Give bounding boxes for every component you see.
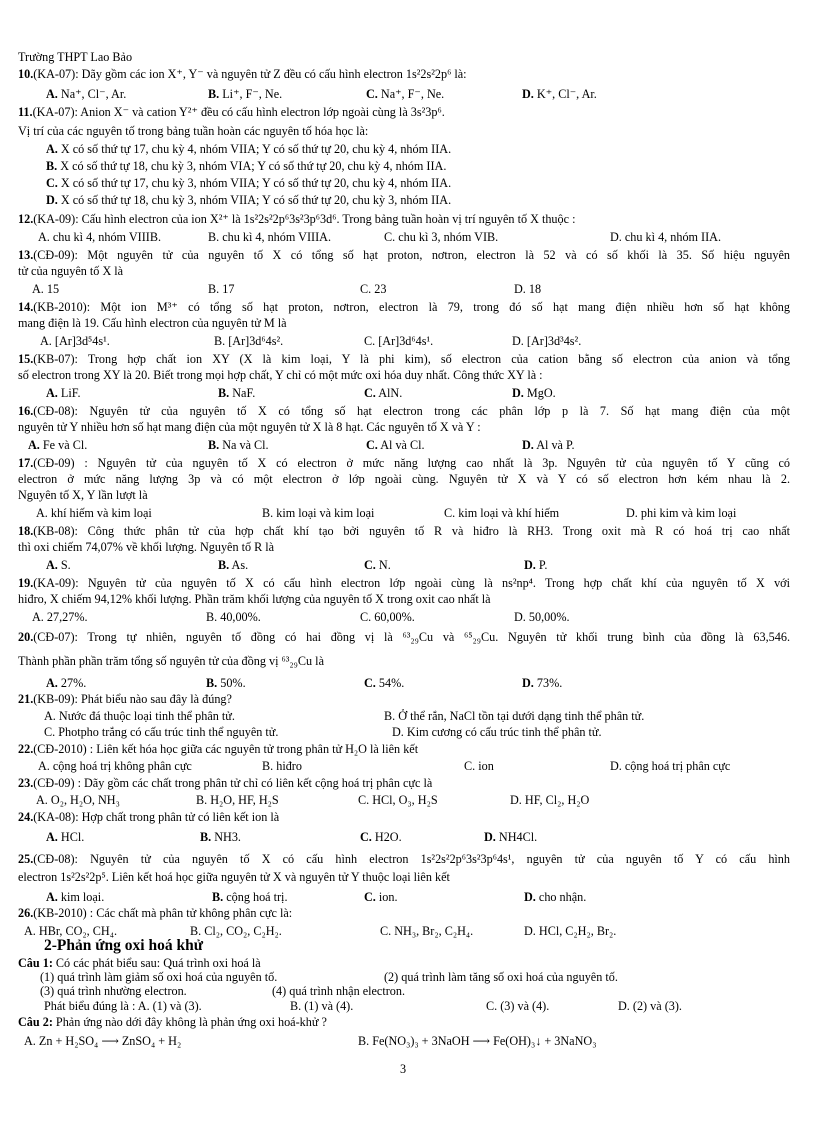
item-text: HCl. (57, 830, 85, 844)
item-text: A. 15 (32, 282, 60, 296)
text-segment (218, 386, 255, 400)
item-text: A. HBr, CO₂, CH₄. (24, 924, 117, 938)
text-segment (44, 725, 278, 739)
item-text: Na⁺, Cl⁻, Ar. (57, 87, 127, 101)
text-segment (38, 230, 161, 244)
text-segment (18, 810, 279, 824)
item-text: Al và P. (533, 438, 575, 452)
text-segment (272, 984, 405, 998)
text-segment (18, 316, 287, 330)
item-label: 25. (18, 852, 34, 866)
text-segment (44, 939, 203, 953)
text-segment (514, 610, 570, 624)
item-label: B. (218, 558, 230, 572)
text-segment (18, 456, 790, 470)
text-segment (32, 610, 88, 624)
item-text: AlN. (375, 386, 403, 400)
item-text: B. 17 (208, 282, 235, 296)
item-text: (CĐ-08): Nguyên tử của nguyên tố X có tổng số hạt electron trong các phân lớp p là 7. Số hạt mang điện của một (33, 404, 790, 418)
text-segment (290, 999, 353, 1013)
item-label: C. (364, 676, 376, 690)
item-text: K⁺, Cl⁻, Ar. (533, 87, 597, 101)
text-segment (364, 386, 402, 400)
item-label: 19. (18, 576, 34, 590)
item-label: C. (364, 386, 376, 400)
text-segment (18, 105, 445, 119)
item-label: D. (512, 386, 524, 400)
item-text: S. (57, 558, 71, 572)
text-segment (18, 300, 790, 314)
item-text: P. (535, 558, 548, 572)
item-text: (CĐ-2010) : Liên kết hóa học giữa các nguyên tử trong phân tử H₂O là liên kết (33, 742, 419, 756)
text-segment (44, 999, 202, 1013)
item-text: A. chu kì 4, nhóm VIIIB. (38, 230, 161, 244)
item-text: (KB-09): Phát biểu nào sau đây là đúng? (33, 692, 232, 706)
item-text: A. Nước đá thuộc loại tinh thể phân tử. (44, 709, 235, 723)
item-text: B. Cl₂, CO₂, C₂H₂. (190, 924, 282, 938)
item-text: nguyên tử Y nhiều hơn số hạt mang điện của một nguyên tử X là 8 hạt. Các nguyên tố X và Y : (18, 420, 481, 434)
text-segment (46, 676, 86, 690)
text-segment (18, 776, 432, 790)
item-text: B. chu kì 4, nhóm VIIIA. (208, 230, 331, 244)
text-segment (18, 67, 467, 81)
item-text: 50%. (217, 676, 246, 690)
item-label: 16. (18, 404, 34, 418)
item-label: 13. (18, 248, 34, 262)
item-text: As. (229, 558, 249, 572)
text-segment (18, 420, 481, 434)
text-segment (208, 230, 331, 244)
item-label: 15. (18, 352, 34, 366)
item-text: (1) quá trình làm giảm số oxi hoá của nguyên tố. (40, 970, 278, 984)
item-text: A. cộng hoá trị không phân cực (38, 759, 192, 773)
item-text: (CĐ-09) : Nguyên tử của nguyên tố X có electron ở mức năng lượng cao nhất là 3p. Nguyên tử của nguyên tố Y cũng có (33, 456, 790, 470)
text-segment (208, 282, 234, 296)
item-label: 22. (18, 742, 34, 756)
item-text: (KB-08): Công thức phân tử của hợp chất khí tạo bởi nguyên tố R và hiđro là RH3. Trong oxit mà R có hoá trị cao nhất (33, 524, 790, 538)
item-text: (CĐ-09): Một nguyên tử của nguyên tố X có tổng số hạt proton, nơtron, electron là 52 và có số khối là 35. Số hiệu nguyên (33, 248, 790, 262)
text-segment (200, 830, 241, 844)
text-segment (626, 506, 736, 520)
text-segment (514, 282, 541, 296)
item-label: A. (46, 142, 58, 156)
text-segment (364, 334, 433, 348)
text-segment (18, 540, 274, 554)
text-segment (18, 592, 491, 606)
text-segment (18, 488, 148, 502)
item-text: C. chu kì 3, nhóm VIB. (384, 230, 499, 244)
item-text: Fe và Cl. (39, 438, 88, 452)
item-text: cộng hoá trị. (223, 890, 288, 904)
item-text: C. [Ar]3d⁶4s¹. (364, 334, 434, 348)
item-label: Câu 2: (18, 1015, 53, 1029)
item-label: D. (522, 438, 534, 452)
text-segment (18, 472, 790, 486)
item-text: cho nhận. (535, 890, 587, 904)
item-text: NH4Cl. (495, 830, 538, 844)
item-text: B. hiđro (262, 759, 302, 773)
item-text: electron 1s²2s²2p⁵. Liên kết hoá học giữa nguyên tử X và nguyên tử Y thuộc loại liên kết (18, 870, 450, 884)
item-text: Vị trí của các nguyên tố trong bảng tuần hoàn các nguyên tố hóa học là: (18, 124, 369, 138)
item-label: 12. (18, 212, 34, 226)
item-text: (KB-07): Trong hợp chất ion XY (X là kim loại, Y là phi kim), số electron của cation bằng số electron của anion và tổng (33, 352, 790, 366)
text-segment (262, 759, 302, 773)
text-segment (524, 558, 547, 572)
item-label: C. (46, 176, 58, 190)
item-label: C. (366, 438, 378, 452)
item-text: hiđro, X chiếm 94,12% khối lượng. Phần trăm khối lượng của nguyên tố X trong oxit cao nhất là (18, 592, 491, 606)
item-text: B. (1) và (4). (290, 999, 354, 1013)
item-text: (KA-07): Dãy gồm các ion X⁺, Y⁻ và nguyên tử Z đều có cấu hình electron 1s²2s²2p⁶ là: (33, 67, 467, 81)
item-text: A. Zn + H₂SO₄ ⟶ ZnSO₄ + H₂ (24, 1034, 182, 1048)
item-label: B. (218, 386, 230, 400)
text-segment (18, 742, 418, 756)
item-label: A. (46, 87, 58, 101)
item-text: số electron trong XY là 20. Biết trong mọi hợp chất, Y chỉ có một mức oxi hóa duy nhất. Công thức XY là : (18, 368, 543, 382)
item-text: A. 27,27%. (32, 610, 88, 624)
text-segment (196, 793, 279, 807)
item-text: (CĐ-07): Trong tự nhiên, nguyên tố đồng có hai đồng vị là ⁶³₂₉Cu và ⁶⁵₂₉Cu. Nguyên tử khối trung bình của đồng là 63,546. (33, 630, 790, 644)
item-text: 73%. (533, 676, 563, 690)
text-segment (46, 193, 451, 207)
item-text: B. Ở thể rắn, NaCl tồn tại dưới dạng tinh thể phân tử. (384, 709, 645, 723)
text-segment (486, 999, 549, 1013)
text-segment (18, 368, 543, 382)
item-text: Phát biểu đúng là : A. (1) và (3). (44, 999, 202, 1013)
text-segment (18, 906, 292, 920)
item-label: D. (524, 890, 536, 904)
text-segment (18, 654, 324, 668)
item-text: C. 23 (360, 282, 387, 296)
item-label: A. (46, 890, 58, 904)
text-segment (206, 676, 246, 690)
text-segment (46, 890, 104, 904)
item-label: D. (524, 558, 536, 572)
text-segment (380, 924, 473, 938)
item-text: 27%. (57, 676, 87, 690)
text-segment (18, 212, 575, 226)
text-segment (214, 334, 283, 348)
item-text: Phản ứng nào dới đây không là phản ứng oxi hoá-khử ? (52, 1015, 327, 1029)
text-segment (364, 558, 391, 572)
item-text: Nguyên tố X, Y lần lượt là (18, 488, 148, 502)
text-segment (208, 438, 269, 452)
item-label: Câu 1: (18, 956, 53, 970)
text-segment (44, 709, 235, 723)
text-segment (40, 984, 187, 998)
item-text: C. 60,00%. (360, 610, 415, 624)
text-segment (524, 890, 586, 904)
item-text: D. chu kì 4, nhóm IIA. (610, 230, 722, 244)
item-text: C. NH₃, Br₂, C₂H₄. (380, 924, 474, 938)
item-label: B. (208, 87, 220, 101)
text-segment (18, 352, 790, 366)
page-number: 3 (400, 1062, 407, 1076)
text-segment (36, 793, 120, 807)
text-segment (24, 924, 117, 938)
text-segment (46, 830, 84, 844)
item-label: 21. (18, 692, 34, 706)
text-segment (18, 1015, 327, 1029)
item-label: A. (46, 830, 58, 844)
text-segment (366, 438, 425, 452)
item-text: A. O₂, H₂O, NH₃ (36, 793, 120, 807)
text-segment (360, 610, 415, 624)
text-segment (190, 924, 282, 938)
text-segment (366, 87, 444, 101)
text-segment (384, 709, 644, 723)
text-segment (40, 334, 110, 348)
text-segment (618, 999, 682, 1013)
item-text: B. [Ar]3d⁶4s². (214, 334, 284, 348)
text-segment (18, 852, 790, 866)
item-text: tử của nguyên tố X là (18, 264, 124, 278)
item-label: D. (522, 676, 534, 690)
item-text: D. 50,00%. (514, 610, 570, 624)
item-text: A. khí hiếm và kim loại (36, 506, 152, 520)
text-segment (464, 759, 494, 773)
item-text: D. HF, Cl₂, H₂O (510, 793, 590, 807)
item-text: X có số thứ tự 17, chu kỳ 4, nhóm VIIA; Y có số thứ tự 20, chu kỳ 4, nhóm IIA. (57, 142, 452, 156)
item-text: D. HCl, C₂H₂, Br₂. (524, 924, 617, 938)
item-text: (KA-08): Hợp chất trong phân tử có liên kết ion là (33, 810, 280, 824)
text-segment (510, 793, 589, 807)
item-label: C. (364, 890, 376, 904)
text-segment (610, 759, 730, 773)
item-label: B. (208, 438, 220, 452)
text-segment (206, 610, 261, 624)
item-text: B. Fe(NO₃)₃ + 3NaOH ⟶ Fe(OH)₃↓ + 3NaNO₃ (358, 1034, 597, 1048)
item-text: C. kim loại và khí hiếm (444, 506, 560, 520)
item-text: (3) quá trình nhường electron. (40, 984, 187, 998)
item-text: B. H₂O, HF, H₂S (196, 793, 279, 807)
text-segment (364, 890, 398, 904)
text-segment (18, 124, 368, 138)
text-segment (18, 630, 790, 644)
text-segment (28, 438, 87, 452)
text-segment (358, 1034, 596, 1048)
item-text: N. (375, 558, 391, 572)
text-segment (522, 676, 562, 690)
text-segment (46, 142, 451, 156)
item-text: NH3. (211, 830, 241, 844)
text-segment (18, 870, 450, 884)
item-text: D. Kim cương có cấu trúc tinh thể phân tử. (392, 725, 602, 739)
text-segment (610, 230, 721, 244)
item-text: LiF. (57, 386, 81, 400)
text-segment (392, 725, 602, 739)
item-text: 2-Phản ứng oxi hoá khử (44, 937, 204, 954)
item-text: mang điện là 19. Cấu hình electron của nguyên tử M là (18, 316, 287, 330)
text-segment (218, 558, 248, 572)
item-text: X có số thứ tự 18, chu kỳ 3, nhóm VIA; Y có số thứ tự 20, chu kỳ 4, nhóm IIA. (57, 159, 447, 173)
text-segment (484, 830, 537, 844)
item-text: electron ở mức năng lượng 3p và có một electron ở lớp ngoài cùng. Nguyên tử X và Y có số electron hơn kém nhau là 2. (18, 472, 790, 486)
item-text: 54%. (375, 676, 405, 690)
item-label: 20. (18, 630, 34, 644)
item-text: D. (2) và (3). (618, 999, 682, 1013)
item-text: D. cộng hoá trị phân cực (610, 759, 731, 773)
item-label: 23. (18, 776, 34, 790)
item-text: Li⁺, F⁻, Ne. (219, 87, 283, 101)
item-label: 24. (18, 810, 34, 824)
text-segment (36, 506, 152, 520)
item-label: D. (522, 87, 534, 101)
item-text: C. (3) và (4). (486, 999, 550, 1013)
text-segment (212, 890, 288, 904)
item-text: (KA-07): Anion X⁻ và cation Y²⁺ đều có cấu hình electron lớp ngoài cùng là 3s²3p⁶. (32, 105, 445, 119)
item-text: Na và Cl. (219, 438, 269, 452)
item-text: kim loại. (57, 890, 105, 904)
item-text: B. kim loại và kim loại (262, 506, 375, 520)
item-label: A. (46, 386, 58, 400)
text-segment (18, 524, 790, 538)
item-text: (KA-09): Cấu hình electron của ion X²⁺ là 1s²2s²2p⁶3s²3p⁶3d⁶. Trong bảng tuần hoàn vị trí nguyên tố X thuộc : (33, 212, 576, 226)
text-segment (24, 1034, 181, 1048)
item-text: MgO. (523, 386, 556, 400)
text-segment (18, 248, 790, 262)
item-label: 14. (18, 300, 34, 314)
item-label: A. (28, 438, 40, 452)
item-label: B. (212, 890, 224, 904)
text-segment (444, 506, 559, 520)
text-segment (18, 692, 232, 706)
item-text: Có các phát biểu sau: Quá trình oxi hoá là (52, 956, 261, 970)
text-segment (40, 970, 277, 984)
text-segment (46, 386, 81, 400)
item-text: C. ion (464, 759, 494, 773)
text-segment (384, 230, 498, 244)
text-segment (46, 159, 446, 173)
text-segment (358, 793, 438, 807)
item-text: (KB-2010): Một ion M³⁺ có tổng số hạt proton, nơtron, electron là 79, trong đó số hạt mang điện nhiều hơn số hạt không (33, 300, 790, 314)
item-text: Al và Cl. (377, 438, 425, 452)
item-label: A. (46, 676, 58, 690)
item-text: (4) quá trình nhận electron. (272, 984, 405, 998)
text-segment (522, 438, 575, 452)
text-segment (32, 282, 59, 296)
item-text: thì oxi chiếm 74,07% về khối lượng. Nguyên tố R là (18, 540, 275, 554)
text-segment (364, 676, 404, 690)
item-label: C. (366, 87, 378, 101)
item-label: 11. (18, 105, 33, 119)
text-segment (18, 404, 790, 418)
text-segment (18, 956, 261, 970)
item-label: C. (360, 830, 372, 844)
text-segment (524, 924, 616, 938)
item-text: (KB-2010) : Các chất mà phân tử không phân cực là: (33, 906, 293, 920)
text-segment (360, 282, 386, 296)
item-label: 18. (18, 524, 34, 538)
text-segment (46, 176, 451, 190)
item-label: B. (46, 159, 58, 173)
item-label: D. (46, 193, 58, 207)
item-label: 10. (18, 67, 34, 81)
item-text: NaF. (229, 386, 256, 400)
item-text: (CĐ-09) : Dãy gồm các chất trong phân tử chỉ có liên kết cộng hoá trị phân cực là (33, 776, 433, 790)
item-text: D. [Ar]3d³4s². (512, 334, 582, 348)
item-text: C. HCl, O₃, H₂S (358, 793, 438, 807)
item-text: D. 18 (514, 282, 542, 296)
item-text: Thành phần phần trăm tổng số nguyên tử của đồng vị ⁶³₂₉Cu là (18, 654, 324, 668)
item-text: Na⁺, F⁻, Ne. (377, 87, 445, 101)
text-segment (18, 576, 790, 590)
text-segment (384, 970, 618, 984)
item-text: C. Photpho trắng có cấu trúc tinh thể nguyên tử. (44, 725, 279, 739)
text-segment (360, 830, 402, 844)
item-text: D. phi kim và kim loại (626, 506, 737, 520)
item-text: B. 40,00%. (206, 610, 261, 624)
text-segment (512, 386, 556, 400)
item-text: X có số thứ tự 17, chu kỳ 3, nhóm VIIA; Y có số thứ tự 20, chu kỳ 4, nhóm IIA. (57, 176, 452, 190)
item-label: D. (484, 830, 496, 844)
text-segment (46, 558, 71, 572)
item-text: (CĐ-08): Nguyên tử của nguyên tố X có cấu hình electron 1s²2s²2p⁶3s²3p⁶4s¹, nguyên tử của nguyên tố Y có cấu hình (33, 852, 790, 866)
text-segment (38, 759, 192, 773)
item-label: B. (206, 676, 218, 690)
text-segment (18, 50, 132, 64)
item-text: H2O. (371, 830, 402, 844)
text-segment (46, 87, 126, 101)
item-label: 17. (18, 456, 34, 470)
item-label: A. (46, 558, 58, 572)
item-text: (KA-09): Nguyên tử của nguyên tố X có cấu hình electron lớp ngoài cùng là ns²np⁴. Trong hợp chất khí của nguyên tố X với (33, 576, 790, 590)
item-label: B. (200, 830, 212, 844)
item-text: X có số thứ tự 18, chu kỳ 3, nhóm VIIA; Y có số thứ tự 20, chu kỳ 3, nhóm IIA. (57, 193, 452, 207)
item-text: (2) quá trình làm tăng số oxi hoá của nguyên tố. (384, 970, 618, 984)
item-text: ion. (375, 890, 398, 904)
text-segment (262, 506, 374, 520)
item-text: Trường THPT Lao Bảo (18, 50, 133, 64)
item-text: A. [Ar]3d⁵4s¹. (40, 334, 110, 348)
text-segment (18, 264, 123, 278)
text-segment (512, 334, 581, 348)
item-label: 26. (18, 906, 34, 920)
text-segment (208, 87, 282, 101)
text-segment (522, 87, 597, 101)
item-label: C. (364, 558, 376, 572)
